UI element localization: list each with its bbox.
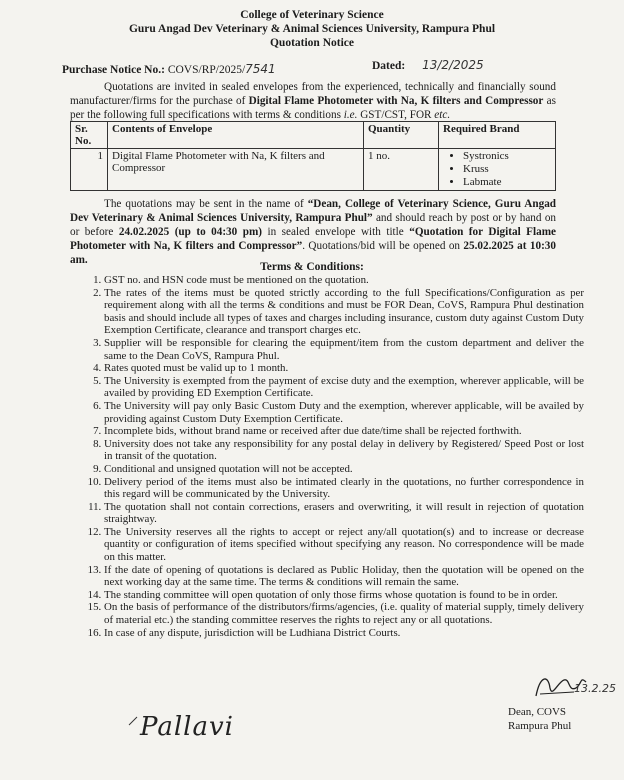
notice-title: Quotation Notice — [269, 37, 354, 49]
header-contents: Contents of Envelope — [108, 122, 364, 149]
term-item: 11. The quotation shall not contain corrections, erasers and overwriting, it will result in rejection of quotation straightway. — [104, 501, 584, 526]
signatory-block — [508, 705, 571, 733]
intro-text: Quotations are invited in sealed envelopes from the experienced, technically and financially sound manufacturer/firms for the purchase of — [70, 81, 556, 107]
term-item: 9. Conditional and unsigned quotation will not be accepted. — [104, 463, 584, 476]
intro-text-2: as per the following full specifications with terms & conditions — [70, 95, 556, 121]
intro-ie: i.e. — [343, 109, 358, 121]
dean-signature — [530, 668, 620, 709]
term-item: 3. Supplier will be responsible for clearing the equipment/item from the custom department and deliver the same to the Dean CoVS, Rampura Phul. — [104, 337, 584, 362]
handwritten-notice-number: 7541 — [245, 62, 276, 76]
term-item: 7. Incomplete bids, without brand name or received after due date/time shall be rejected forthwith. — [104, 425, 584, 438]
term-item: 10. Delivery period of the items must also be intimated clearly in the quotations, no further correspondence in this regard will be communicated by the University. — [104, 476, 584, 501]
submission-text-3: in sealed envelope with title — [262, 226, 410, 238]
row-brands — [439, 149, 556, 191]
purchase-notice-label: Purchase Notice No.: — [62, 64, 165, 76]
table-header-row — [71, 122, 556, 149]
term-item: 4. Rates quoted must be valid up to 1 month. — [104, 362, 584, 375]
term-item: 16. In case of any dispute, jurisdiction will be Ludhiana District Courts. — [104, 627, 584, 640]
brand-item: • Kruss — [463, 163, 551, 176]
handwritten-name-signature — [140, 712, 234, 742]
term-item: 13. If the date of opening of quotations is declared as Public Holiday, then the quotation will be opened on the next working day at the same time. The terms & conditions will remain the same. — [104, 564, 584, 589]
term-item: 1. GST no. and HSN code must be mentioned on the quotation. — [104, 274, 584, 287]
submission-text: The quotations may be sent in the name of — [104, 198, 308, 210]
university-name: Guru Angad Dev Veterinary & Animal Sciences University, Rampura Phul — [128, 23, 496, 35]
intro-etc: etc. — [434, 109, 451, 121]
submission-opening-date: 25.02.2025 at 10:30 am. — [70, 240, 556, 266]
brand-item: • Labmate — [463, 176, 551, 189]
term-item: 2. The rates of the items must be quoted strictly according to the full Specifications/Configuration as per requirement along with all the terms & conditions and must be FOR Dean, CoVS, Rampura Phul destination basis and should include all types of taxes and charges including insurance, custom duty against Custom Duty Exemption Certificate, clearance and transport charges etc. — [104, 287, 584, 337]
notice-date — [372, 58, 484, 72]
submission-deadline: 24.02.2025 (up to 04:30 pm) — [118, 226, 262, 238]
header-sr-no: Sr. No. — [71, 122, 108, 149]
brand-item: • Systronics — [463, 150, 551, 163]
term-item: 14. The standing committee will open quotation of only those firms whose quotation is found to be in order. — [104, 589, 584, 602]
intro-text-3: GST/CST, FOR — [357, 109, 435, 121]
purchase-notice-line — [62, 62, 582, 76]
submission-envelope-title: “Quotation for Digital Flame Photometer with Na, K filters and Compressor” — [70, 226, 556, 252]
college-name: College of Veterinary Science — [240, 9, 384, 21]
purchase-notice-number: COVS/RP/2025/ — [167, 64, 246, 76]
signature-date: 13.2.25 — [574, 682, 616, 695]
pen-mark-icon — [128, 716, 138, 726]
row-quantity: 1 no. — [364, 149, 439, 191]
handwritten-name: Pallavi — [140, 712, 234, 742]
intro-item-name: Digital Flame Photometer with Na, K filters and Compressor — [248, 95, 544, 107]
handwritten-date: 13/2/2025 — [422, 58, 484, 72]
date-label: Dated: — [372, 60, 406, 72]
intro-paragraph — [70, 80, 556, 122]
specification-table — [70, 121, 556, 191]
header-quantity: Quantity — [364, 122, 439, 149]
term-item: 5. The University is exempted from the payment of excise duty and the exemption, wherever applicable, will be availed by providing ED Exemption Certificate. — [104, 375, 584, 400]
submission-text-2: and should reach by post or by hand on or before — [70, 212, 557, 238]
header-required-brand: Required Brand — [439, 122, 556, 149]
row-sr-no: 1 — [71, 149, 108, 191]
terms-list — [78, 274, 584, 639]
terms-title: Terms & Conditions: — [260, 261, 364, 273]
term-item: 8. University does not take any responsibility for any postal delay in delivery by Registered/ Speed Post or lost in transit of the quotation. — [104, 438, 584, 463]
table-row — [71, 149, 556, 191]
signatory-location: Rampura Phul — [508, 720, 572, 732]
term-item: 12. The University reserves all the rights to accept or reject any/all quotation(s) and to increase or decrease quantity or configuration of items specified without specifying any reason. No correspondence will be made on this matter. — [104, 526, 584, 564]
term-item: 6. The University will pay only Basic Custom Duty and the exemption, wherever applicable, will be availed by providing against Custom Duty Exemption Certificate. — [104, 400, 584, 425]
submission-addressee: “Dean, College of Veterinary Science, Guru Angad Dev Veterinary & Animal Sciences University, Rampura Phul” — [70, 198, 557, 224]
submission-text-4: . Quotations/bid will be opened on — [302, 240, 464, 252]
submission-paragraph — [70, 197, 556, 267]
signatory-title: Dean, COVS — [508, 706, 567, 718]
document-header — [0, 8, 624, 50]
row-content: Digital Flame Photometer with Na, K filters and Compressor — [108, 149, 364, 191]
term-item: 15. On the basis of performance of the distributors/firms/agencies, (i.e. quality of material supply, timely delivery of material etc.) the standing committee reserves the rights to reject any or all quotations. — [104, 601, 584, 626]
